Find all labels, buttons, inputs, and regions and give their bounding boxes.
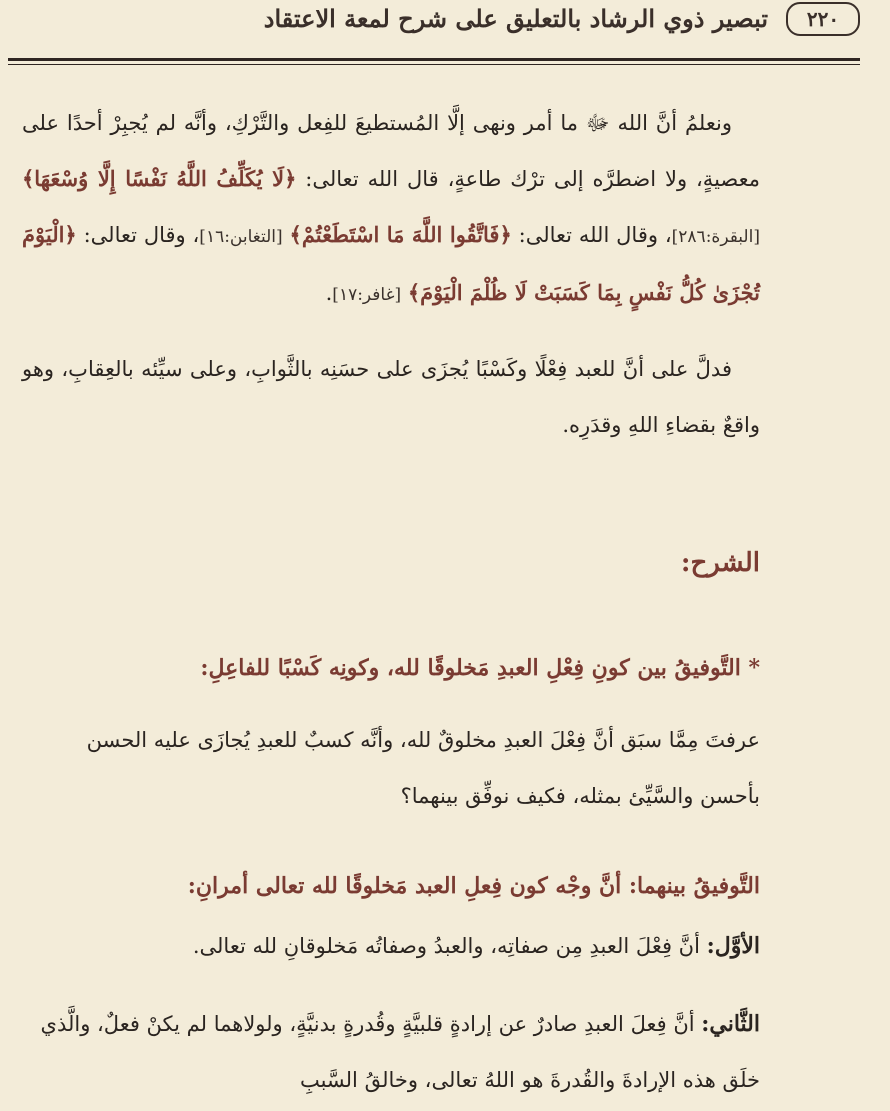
matn-text-run: ونعلمُ أنَّ الله ﷻ ما أمر ونهى إلَّا المُستطيعَ للفِعل والتَّرْكِ، وأنَّه لم يُجبِرْ أحدًا على معصيةٍ، ولا اضطرَّه إلى ترْك طاعةٍ، قال الله تعالى: [22,111,760,191]
heading-text: التَّوفيقُ بينهما: أنَّ وجْه كون فِعلِ العبد مَخلوقًا لله تعالى أمرانِ: [187,873,760,899]
matn-text-run: ، وقال تعالى: [76,223,200,247]
point-label-second: الثَّاني: [701,1011,760,1037]
header-rule-thin [8,64,860,65]
point-second-text [28,996,760,1108]
heading-text: * التَّوفيقُ بين كونِ فِعْلِ العبدِ مَخلوقًا لله، وكونِه كَسْبًا للفاعِلِ: [200,655,760,681]
book-title: تبصير ذوي الرشاد بالتعليق على شرح لمعة الاعتقاد [263,4,768,33]
section-heading-1 [28,640,760,696]
matn-paragraph-1 [22,95,760,323]
matn-text-run: . [325,281,333,305]
sharh-paragraph-1 [28,712,760,824]
quran-verse-1: ﴿لَا يُكَلِّفُ اللَّهُ نَفْسًا إِلَّا وُسْعَهَا﴾ [22,166,297,191]
point-first [28,918,760,974]
header-rule-thick [8,58,860,61]
quran-verse-3: ﴿الْيَوْمَ تُجْزَىٰ كُلُّ نَفْسٍ بِمَا كَسَبَتْ لَا ظُلْمَ الْيَوْمَ﴾ [22,222,760,305]
verse-reference-3: [غافر:١٧] [332,285,402,305]
point-label-first: الأوَّل: [706,933,760,959]
paragraph-gap [22,323,760,341]
page-number: ٢٢٠ [786,2,860,36]
matn-paragraph-2: فدلَّ على أنَّ للعبد فِعْلًا وكَسْبًا يُجزَى على حسَنِه بالثَّوابِ، وعلى سيِّئه بالعِقابِ، وهو واقعٌ بقضاءِ اللهِ وقدَرِه. [22,357,760,437]
matn-text [22,95,760,453]
section-heading-2 [28,858,760,914]
verse-reference-2: [التغابن:١٦] [199,227,283,247]
point-body-second: أنَّ فِعلَ العبدِ صادرٌ عن إرادةٍ قلبيَّةٍ وقُدرةٍ بدنيَّةٍ، ولولاهما لم يكنْ فعلٌ، والَّذي خلَق هذه الإرادةَ والقُدرةَ هو اللهُ تعالى، وخالقُ السَّببِ [40,1012,760,1092]
paragraph-text: عرفتَ مِمَّا سبَق أنَّ فِعْلَ العبدِ مخلوقٌ لله، وأنَّه كسبٌ للعبدِ يُجازَى عليه الحسن بأحسن والسَّيِّئ بمثله، فكيف نوفِّق بينهما؟ [86,728,760,808]
point-first-text [28,918,760,974]
verse-reference-1: [البقرة:٢٨٦] [671,227,760,247]
sharh-title: الشرح: [680,548,760,578]
quran-verse-2: ﴿فَاتَّقُوا اللَّهَ مَا اسْتَطَعْتُمْ﴾ [289,222,512,247]
point-body-first: أنَّ فِعْلَ العبدِ مِن صفاتِه، والعبدُ وصفاتُه مَخلوقانِ لله تعالى. [192,934,707,958]
matn-text-run: ، وقال الله تعالى: [511,223,672,247]
page-header [8,0,860,60]
point-second [28,996,760,1108]
